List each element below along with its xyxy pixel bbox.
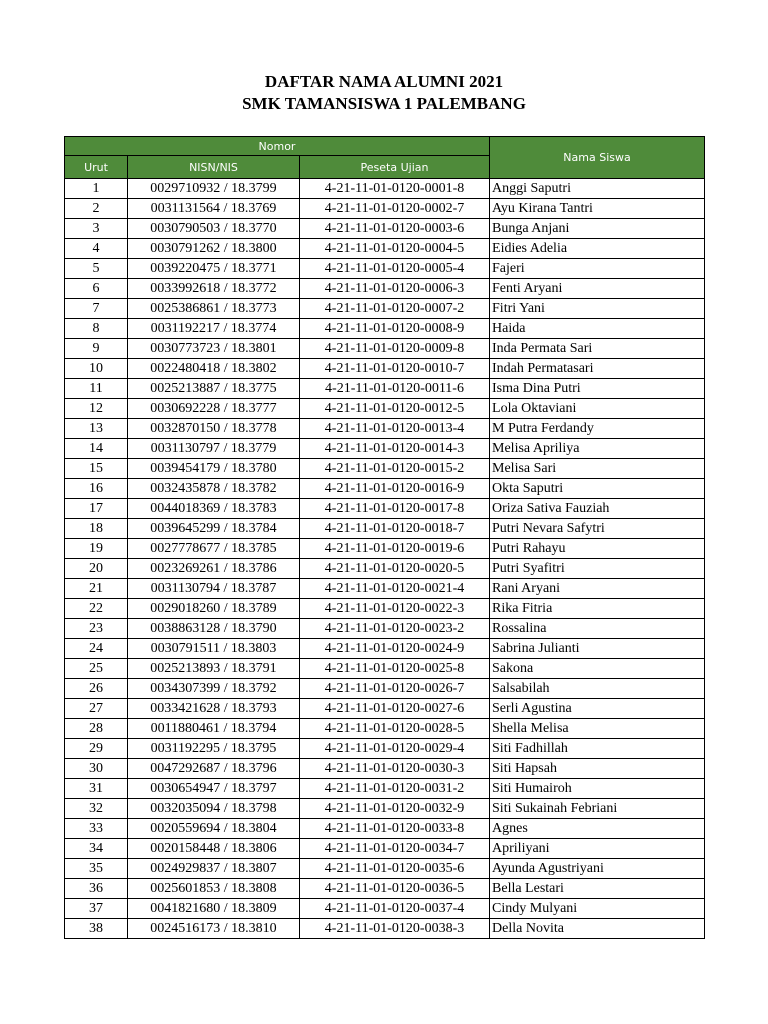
cell-urut: 12: [65, 399, 128, 419]
cell-nisn: 0030654947 / 18.3797: [128, 779, 300, 799]
cell-urut: 17: [65, 499, 128, 519]
cell-nisn: 0029018260 / 18.3789: [128, 599, 300, 619]
cell-nama-siswa: Siti Sukainah Febriani: [490, 799, 705, 819]
cell-nama-siswa: Putri Nevara Safytri: [490, 519, 705, 539]
cell-urut: 33: [65, 819, 128, 839]
cell-peserta-ujian: 4-21-11-01-0120-0024-9: [300, 639, 490, 659]
cell-nisn: 0039454179 / 18.3780: [128, 459, 300, 479]
table-row: [65, 379, 705, 399]
cell-nama-siswa: Isma Dina Putri: [490, 379, 705, 399]
cell-nisn: 0031130797 / 18.3779: [128, 439, 300, 459]
cell-urut: 2: [65, 199, 128, 219]
cell-nama-siswa: Oriza Sativa Fauziah: [490, 499, 705, 519]
cell-urut: 5: [65, 259, 128, 279]
cell-nama-siswa: Bella Lestari: [490, 879, 705, 899]
table-row: [65, 759, 705, 779]
cell-nama-siswa: M Putra Ferdandy: [490, 419, 705, 439]
cell-peserta-ujian: 4-21-11-01-0120-0006-3: [300, 279, 490, 299]
cell-nisn: 0039645299 / 18.3784: [128, 519, 300, 539]
header-nisn: NISN/NIS: [128, 156, 300, 179]
cell-nisn: 0030692228 / 18.3777: [128, 399, 300, 419]
cell-nama-siswa: Sabrina Julianti: [490, 639, 705, 659]
cell-nisn: 0032870150 / 18.3778: [128, 419, 300, 439]
alumni-table: [64, 136, 705, 939]
cell-peserta-ujian: 4-21-11-01-0120-0032-9: [300, 799, 490, 819]
table-row: [65, 639, 705, 659]
table-row: [65, 539, 705, 559]
cell-peserta-ujian: 4-21-11-01-0120-0007-2: [300, 299, 490, 319]
cell-nisn: 0022480418 / 18.3802: [128, 359, 300, 379]
cell-nisn: 0023269261 / 18.3786: [128, 559, 300, 579]
cell-urut: 35: [65, 859, 128, 879]
table-row: [65, 859, 705, 879]
cell-peserta-ujian: 4-21-11-01-0120-0017-8: [300, 499, 490, 519]
cell-nisn: 0030773723 / 18.3801: [128, 339, 300, 359]
cell-urut: 7: [65, 299, 128, 319]
cell-nama-siswa: Ayunda Agustriyani: [490, 859, 705, 879]
header-nama-siswa: Nama Siswa: [490, 137, 705, 179]
cell-urut: 32: [65, 799, 128, 819]
cell-peserta-ujian: 4-21-11-01-0120-0025-8: [300, 659, 490, 679]
table-row: [65, 179, 705, 199]
cell-peserta-ujian: 4-21-11-01-0120-0015-2: [300, 459, 490, 479]
cell-nisn: 0031130794 / 18.3787: [128, 579, 300, 599]
cell-urut: 27: [65, 699, 128, 719]
table-row: [65, 619, 705, 639]
cell-urut: 23: [65, 619, 128, 639]
cell-nisn: 0011880461 / 18.3794: [128, 719, 300, 739]
cell-nisn: 0033992618 / 18.3772: [128, 279, 300, 299]
cell-urut: 37: [65, 899, 128, 919]
cell-nisn: 0039220475 / 18.3771: [128, 259, 300, 279]
cell-urut: 19: [65, 539, 128, 559]
cell-urut: 30: [65, 759, 128, 779]
cell-nama-siswa: Haida: [490, 319, 705, 339]
cell-nisn: 0020158448 / 18.3806: [128, 839, 300, 859]
table-row: [65, 239, 705, 259]
header-peserta-ujian: Peseta Ujian: [300, 156, 490, 179]
cell-urut: 18: [65, 519, 128, 539]
cell-nama-siswa: Putri Syafitri: [490, 559, 705, 579]
cell-nisn: 0032035094 / 18.3798: [128, 799, 300, 819]
cell-urut: 31: [65, 779, 128, 799]
table-row: [65, 819, 705, 839]
cell-nisn: 0034307399 / 18.3792: [128, 679, 300, 699]
table-row: [65, 519, 705, 539]
cell-urut: 3: [65, 219, 128, 239]
cell-peserta-ujian: 4-21-11-01-0120-0027-6: [300, 699, 490, 719]
cell-peserta-ujian: 4-21-11-01-0120-0026-7: [300, 679, 490, 699]
cell-nama-siswa: Melisa Sari: [490, 459, 705, 479]
cell-urut: 9: [65, 339, 128, 359]
cell-nama-siswa: Anggi Saputri: [490, 179, 705, 199]
table-row: [65, 879, 705, 899]
cell-nama-siswa: Shella Melisa: [490, 719, 705, 739]
cell-nama-siswa: Siti Humairoh: [490, 779, 705, 799]
cell-urut: 8: [65, 319, 128, 339]
cell-peserta-ujian: 4-21-11-01-0120-0003-6: [300, 219, 490, 239]
cell-peserta-ujian: 4-21-11-01-0120-0030-3: [300, 759, 490, 779]
cell-peserta-ujian: 4-21-11-01-0120-0022-3: [300, 599, 490, 619]
cell-peserta-ujian: 4-21-11-01-0120-0020-5: [300, 559, 490, 579]
cell-peserta-ujian: 4-21-11-01-0120-0011-6: [300, 379, 490, 399]
cell-nama-siswa: Serli Agustina: [490, 699, 705, 719]
table-row: [65, 319, 705, 339]
cell-nisn: 0025386861 / 18.3773: [128, 299, 300, 319]
cell-nama-siswa: Apriliyani: [490, 839, 705, 859]
table-row: [65, 659, 705, 679]
cell-peserta-ujian: 4-21-11-01-0120-0018-7: [300, 519, 490, 539]
cell-urut: 4: [65, 239, 128, 259]
cell-nama-siswa: Sakona: [490, 659, 705, 679]
cell-peserta-ujian: 4-21-11-01-0120-0019-6: [300, 539, 490, 559]
cell-urut: 38: [65, 919, 128, 939]
cell-nisn: 0044018369 / 18.3783: [128, 499, 300, 519]
cell-nama-siswa: Ayu Kirana Tantri: [490, 199, 705, 219]
cell-nisn: 0024516173 / 18.3810: [128, 919, 300, 939]
cell-nama-siswa: Okta Saputri: [490, 479, 705, 499]
cell-urut: 6: [65, 279, 128, 299]
cell-urut: 10: [65, 359, 128, 379]
header-nomor: Nomor: [65, 137, 490, 156]
cell-nama-siswa: Cindy Mulyani: [490, 899, 705, 919]
cell-nama-siswa: Putri Rahayu: [490, 539, 705, 559]
cell-nama-siswa: Eidies Adelia: [490, 239, 705, 259]
cell-nisn: 0031192217 / 18.3774: [128, 319, 300, 339]
table-row: [65, 399, 705, 419]
cell-urut: 25: [65, 659, 128, 679]
cell-nisn: 0047292687 / 18.3796: [128, 759, 300, 779]
table-body: [65, 179, 705, 939]
cell-peserta-ujian: 4-21-11-01-0120-0029-4: [300, 739, 490, 759]
table-row: [65, 699, 705, 719]
cell-nama-siswa: Rani Aryani: [490, 579, 705, 599]
table-row: [65, 779, 705, 799]
cell-peserta-ujian: 4-21-11-01-0120-0005-4: [300, 259, 490, 279]
cell-nisn: 0032435878 / 18.3782: [128, 479, 300, 499]
cell-peserta-ujian: 4-21-11-01-0120-0013-4: [300, 419, 490, 439]
cell-urut: 28: [65, 719, 128, 739]
table-row: [65, 279, 705, 299]
table-row: [65, 499, 705, 519]
cell-peserta-ujian: 4-21-11-01-0120-0037-4: [300, 899, 490, 919]
table-row: [65, 839, 705, 859]
cell-nisn: 0030790503 / 18.3770: [128, 219, 300, 239]
cell-peserta-ujian: 4-21-11-01-0120-0038-3: [300, 919, 490, 939]
cell-nisn: 0041821680 / 18.3809: [128, 899, 300, 919]
table-row: [65, 299, 705, 319]
cell-urut: 34: [65, 839, 128, 859]
cell-urut: 22: [65, 599, 128, 619]
cell-peserta-ujian: 4-21-11-01-0120-0008-9: [300, 319, 490, 339]
cell-peserta-ujian: 4-21-11-01-0120-0014-3: [300, 439, 490, 459]
cell-urut: 1: [65, 179, 128, 199]
table-row: [65, 439, 705, 459]
cell-urut: 15: [65, 459, 128, 479]
cell-nisn: 0024929837 / 18.3807: [128, 859, 300, 879]
cell-nisn: 0033421628 / 18.3793: [128, 699, 300, 719]
cell-peserta-ujian: 4-21-11-01-0120-0004-5: [300, 239, 490, 259]
cell-peserta-ujian: 4-21-11-01-0120-0002-7: [300, 199, 490, 219]
table-row: [65, 719, 705, 739]
cell-nama-siswa: Rossalina: [490, 619, 705, 639]
cell-peserta-ujian: 4-21-11-01-0120-0034-7: [300, 839, 490, 859]
cell-nama-siswa: Siti Hapsah: [490, 759, 705, 779]
cell-nisn: 0029710932 / 18.3799: [128, 179, 300, 199]
table-row: [65, 899, 705, 919]
table-row: [65, 599, 705, 619]
cell-peserta-ujian: 4-21-11-01-0120-0023-2: [300, 619, 490, 639]
cell-peserta-ujian: 4-21-11-01-0120-0033-8: [300, 819, 490, 839]
cell-peserta-ujian: 4-21-11-01-0120-0028-5: [300, 719, 490, 739]
cell-peserta-ujian: 4-21-11-01-0120-0001-8: [300, 179, 490, 199]
cell-nisn: 0020559694 / 18.3804: [128, 819, 300, 839]
cell-peserta-ujian: 4-21-11-01-0120-0010-7: [300, 359, 490, 379]
cell-nama-siswa: Fajeri: [490, 259, 705, 279]
cell-nisn: 0031131564 / 18.3769: [128, 199, 300, 219]
cell-peserta-ujian: 4-21-11-01-0120-0035-6: [300, 859, 490, 879]
cell-nama-siswa: Inda Permata Sari: [490, 339, 705, 359]
cell-urut: 20: [65, 559, 128, 579]
header-urut: Urut: [65, 156, 128, 179]
cell-urut: 21: [65, 579, 128, 599]
table-row: [65, 559, 705, 579]
cell-nama-siswa: Fitri Yani: [490, 299, 705, 319]
table-row: [65, 459, 705, 479]
cell-nisn: 0027778677 / 18.3785: [128, 539, 300, 559]
cell-peserta-ujian: 4-21-11-01-0120-0031-2: [300, 779, 490, 799]
cell-peserta-ujian: 4-21-11-01-0120-0036-5: [300, 879, 490, 899]
cell-nama-siswa: Siti Fadhillah: [490, 739, 705, 759]
cell-peserta-ujian: 4-21-11-01-0120-0012-5: [300, 399, 490, 419]
cell-nama-siswa: Bunga Anjani: [490, 219, 705, 239]
cell-nama-siswa: Melisa Apriliya: [490, 439, 705, 459]
cell-nisn: 0025213887 / 18.3775: [128, 379, 300, 399]
cell-nama-siswa: Fenti Aryani: [490, 279, 705, 299]
table-row: [65, 259, 705, 279]
table-row: [65, 799, 705, 819]
document-title: DAFTAR NAMA ALUMNI 2021: [264, 72, 504, 91]
table-row: [65, 479, 705, 499]
cell-urut: 26: [65, 679, 128, 699]
cell-peserta-ujian: 4-21-11-01-0120-0016-9: [300, 479, 490, 499]
cell-urut: 36: [65, 879, 128, 899]
table-row: [65, 679, 705, 699]
cell-urut: 11: [65, 379, 128, 399]
table-row: [65, 919, 705, 939]
cell-nisn: 0025601853 / 18.3808: [128, 879, 300, 899]
table-row: [65, 579, 705, 599]
table-row: [65, 339, 705, 359]
table-row: [65, 219, 705, 239]
cell-peserta-ujian: 4-21-11-01-0120-0009-8: [300, 339, 490, 359]
cell-urut: 14: [65, 439, 128, 459]
school-name: SMK TAMANSISWA 1 PALEMBANG: [242, 94, 526, 113]
cell-nama-siswa: Indah Permatasari: [490, 359, 705, 379]
cell-peserta-ujian: 4-21-11-01-0120-0021-4: [300, 579, 490, 599]
cell-nama-siswa: Rika Fitria: [490, 599, 705, 619]
cell-urut: 13: [65, 419, 128, 439]
cell-urut: 24: [65, 639, 128, 659]
table-row: [65, 419, 705, 439]
table-row: [65, 739, 705, 759]
cell-nisn: 0031192295 / 18.3795: [128, 739, 300, 759]
cell-nama-siswa: Lola Oktaviani: [490, 399, 705, 419]
cell-nama-siswa: Salsabilah: [490, 679, 705, 699]
cell-urut: 16: [65, 479, 128, 499]
cell-nisn: 0030791262 / 18.3800: [128, 239, 300, 259]
cell-nama-siswa: Agnes: [490, 819, 705, 839]
cell-nama-siswa: Della Novita: [490, 919, 705, 939]
cell-nisn: 0038863128 / 18.3790: [128, 619, 300, 639]
table-row: [65, 199, 705, 219]
cell-urut: 29: [65, 739, 128, 759]
cell-nisn: 0030791511 / 18.3803: [128, 639, 300, 659]
table-row: [65, 359, 705, 379]
cell-nisn: 0025213893 / 18.3791: [128, 659, 300, 679]
